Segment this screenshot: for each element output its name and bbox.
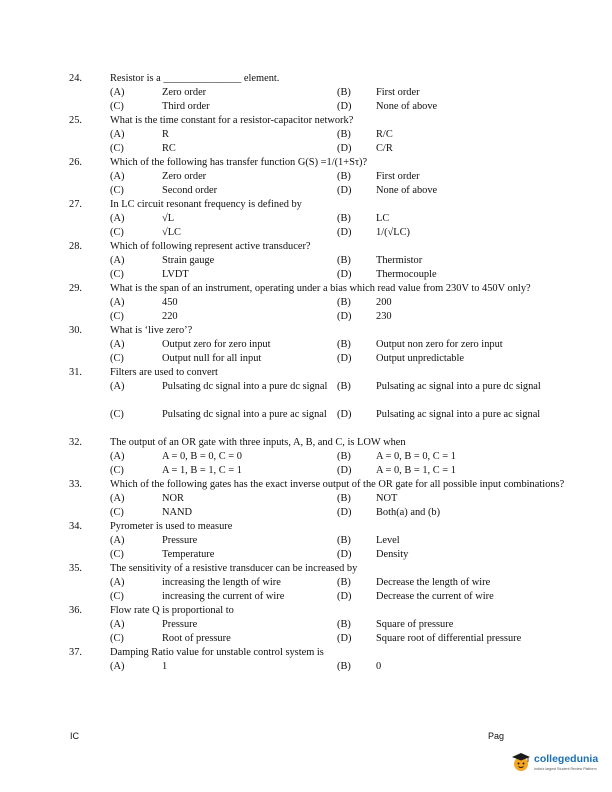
option-row xyxy=(0,408,612,436)
option-label: (C) xyxy=(110,507,124,518)
option-row xyxy=(0,450,612,464)
option-text: Strain gauge xyxy=(162,255,215,266)
option-text: R/C xyxy=(376,129,393,140)
option-label: (D) xyxy=(337,549,352,560)
option-text: √LC xyxy=(162,227,181,238)
option-label: (C) xyxy=(110,465,124,476)
option-text: Root of pressure xyxy=(162,633,231,644)
option-text: Both(a) and (b) xyxy=(376,507,441,518)
option-label: (C) xyxy=(110,269,124,280)
option-text: Pressure xyxy=(162,535,198,546)
question-text: In LC circuit resonant frequency is defined by xyxy=(110,199,302,210)
option-label: (A) xyxy=(110,129,125,140)
option-row xyxy=(0,338,612,352)
option-label: (C) xyxy=(110,311,124,322)
option-label: (A) xyxy=(110,381,125,392)
option-label: (B) xyxy=(337,339,351,350)
option-text: increasing the current of wire xyxy=(162,591,285,602)
option-label: (B) xyxy=(337,297,351,308)
option-row xyxy=(0,618,612,632)
option-row xyxy=(0,534,612,548)
question-number: 27. xyxy=(69,199,82,210)
option-row xyxy=(0,660,612,674)
question-text: What is ‘live zero’? xyxy=(110,325,193,336)
option-row xyxy=(0,310,612,324)
option-row xyxy=(0,100,612,114)
option-label: (B) xyxy=(337,129,351,140)
option-label: (A) xyxy=(110,297,125,308)
option-label: (C) xyxy=(110,143,124,154)
option-text: 0 xyxy=(376,661,382,672)
option-text: Decrease the current of wire xyxy=(376,591,494,602)
option-label: (A) xyxy=(110,339,125,350)
option-row xyxy=(0,464,612,478)
option-text: First order xyxy=(376,87,420,98)
question-block xyxy=(0,366,612,436)
question-block xyxy=(0,478,612,520)
option-label: (A) xyxy=(110,661,125,672)
option-text: A = 1, B = 1, C = 1 xyxy=(162,465,242,476)
question-block xyxy=(0,604,612,646)
option-text: Temperature xyxy=(162,549,215,560)
option-text: Second order xyxy=(162,185,218,196)
option-row xyxy=(0,492,612,506)
option-text: None of above xyxy=(376,185,438,196)
option-text: 220 xyxy=(162,311,178,322)
option-row xyxy=(0,548,612,562)
question-text: What is the time constant for a resistor-capacitor network? xyxy=(110,115,354,126)
option-row xyxy=(0,380,612,408)
option-row xyxy=(0,590,612,604)
option-label: (B) xyxy=(337,213,351,224)
option-label: (D) xyxy=(337,591,352,602)
question-block xyxy=(0,240,612,282)
option-text: √L xyxy=(162,213,175,224)
option-text: LC xyxy=(376,213,390,224)
option-text: NOT xyxy=(376,493,398,504)
option-label: (D) xyxy=(337,409,352,420)
question-text: Which of the following gates has the exact inverse output of the OR gate for all possible input combinations? xyxy=(110,479,565,490)
option-label: (C) xyxy=(110,185,124,196)
option-label: (B) xyxy=(337,451,351,462)
option-label: (A) xyxy=(110,619,125,630)
option-text: LVDT xyxy=(162,269,189,280)
option-label: (C) xyxy=(110,409,124,420)
option-text: C/R xyxy=(376,143,393,154)
question-text: Filters are used to convert xyxy=(110,367,218,378)
question-number: 30. xyxy=(69,325,82,336)
option-row xyxy=(0,226,612,240)
option-row xyxy=(0,184,612,198)
option-text: First order xyxy=(376,171,420,182)
option-text: A = 0, B = 1, C = 1 xyxy=(376,465,456,476)
option-label: (B) xyxy=(337,661,351,672)
option-label: (C) xyxy=(110,591,124,602)
question-block xyxy=(0,72,612,114)
question-block xyxy=(0,198,612,240)
option-label: (D) xyxy=(337,465,352,476)
option-text: Zero order xyxy=(162,171,207,182)
option-text: NAND xyxy=(162,507,193,518)
question-text: Resistor is a _______________ element. xyxy=(110,73,280,84)
option-text: Thermocouple xyxy=(376,269,437,280)
option-text: Pulsating ac signal into a pure ac signal xyxy=(376,409,541,420)
option-text: None of above xyxy=(376,101,438,112)
option-row xyxy=(0,576,612,590)
option-label: (B) xyxy=(337,535,351,546)
question-number: 35. xyxy=(69,563,82,574)
question-block xyxy=(0,324,612,366)
option-label: (A) xyxy=(110,87,125,98)
option-row xyxy=(0,86,612,100)
option-label: (D) xyxy=(337,633,352,644)
option-label: (B) xyxy=(337,619,351,630)
option-text: Output zero for zero input xyxy=(162,339,271,350)
option-text: Output non zero for zero input xyxy=(376,339,503,350)
question-text: Flow rate Q is proportional to xyxy=(110,605,234,616)
footer-subject-code: IC xyxy=(70,731,79,741)
option-label: (D) xyxy=(337,353,352,364)
question-text: The output of an OR gate with three inputs, A, B, and C, is LOW when xyxy=(110,437,406,448)
footer-page-label: Pag xyxy=(488,731,505,741)
question-text: Which of following represent active transducer? xyxy=(110,241,311,252)
question-text: The sensitivity of a resistive transducer can be increased by xyxy=(110,563,358,574)
option-label: (D) xyxy=(337,507,352,518)
option-text: Density xyxy=(376,549,409,560)
question-number: 32. xyxy=(69,437,82,448)
option-label: (B) xyxy=(337,493,351,504)
question-number: 24. xyxy=(69,73,82,84)
question-block xyxy=(0,436,612,478)
option-label: (A) xyxy=(110,171,125,182)
option-text: 230 xyxy=(376,311,392,322)
option-row xyxy=(0,128,612,142)
option-text: Pulsating dc signal into a pure dc signal xyxy=(162,381,328,392)
question-block xyxy=(0,282,612,324)
question-block xyxy=(0,520,612,562)
option-text: NOR xyxy=(162,493,184,504)
watermark-tagline: India's largest Student Review Platform xyxy=(534,767,597,771)
option-label: (A) xyxy=(110,577,125,588)
collegedunia-watermark xyxy=(510,748,610,788)
question-number: 34. xyxy=(69,521,82,532)
question-text: Which of the following has transfer function G(S) =1/(1+Sτ)? xyxy=(110,157,368,168)
option-text: R xyxy=(162,129,169,140)
option-label: (C) xyxy=(110,227,124,238)
option-label: (B) xyxy=(337,87,351,98)
option-text: Output null for all input xyxy=(162,353,262,364)
option-label: (D) xyxy=(337,227,352,238)
option-text: Pulsating dc signal into a pure ac signal xyxy=(162,409,327,420)
option-label: (B) xyxy=(337,381,351,392)
graduation-cap-logo-icon xyxy=(510,751,532,773)
option-text: Decrease the length of wire xyxy=(376,577,491,588)
option-text: Third order xyxy=(162,101,210,112)
option-text: RC xyxy=(162,143,176,154)
option-label: (C) xyxy=(110,353,124,364)
option-row xyxy=(0,506,612,520)
option-row xyxy=(0,212,612,226)
question-block xyxy=(0,562,612,604)
option-text: A = 0, B = 0, C = 0 xyxy=(162,451,242,462)
option-label: (C) xyxy=(110,101,124,112)
question-number: 36. xyxy=(69,605,82,616)
question-text: Pyrometer is used to measure xyxy=(110,521,233,532)
question-text: Damping Ratio value for unstable control system is xyxy=(110,647,324,658)
option-label: (D) xyxy=(337,185,352,196)
option-row xyxy=(0,632,612,646)
option-text: 450 xyxy=(162,297,178,308)
question-number: 33. xyxy=(69,479,82,490)
watermark-brand-name: collegedunia xyxy=(534,753,599,765)
option-text: 200 xyxy=(376,297,392,308)
option-row xyxy=(0,296,612,310)
option-label: (A) xyxy=(110,493,125,504)
option-label: (B) xyxy=(337,255,351,266)
option-text: 1 xyxy=(162,661,168,672)
option-text: Output unpredictable xyxy=(376,353,465,364)
question-number: 37. xyxy=(69,647,82,658)
option-label: (A) xyxy=(110,451,125,462)
option-text: Square root of differential pressure xyxy=(376,633,522,644)
option-text: increasing the length of wire xyxy=(162,577,281,588)
question-number: 31. xyxy=(69,367,82,378)
option-label: (A) xyxy=(110,255,125,266)
option-label: (C) xyxy=(110,549,124,560)
option-text: A = 0, B = 0, C = 1 xyxy=(376,451,456,462)
option-label: (A) xyxy=(110,213,125,224)
option-text: Pressure xyxy=(162,619,198,630)
question-block xyxy=(0,646,612,674)
option-row xyxy=(0,352,612,366)
option-label: (B) xyxy=(337,171,351,182)
option-row xyxy=(0,170,612,184)
question-number: 26. xyxy=(69,157,82,168)
option-row xyxy=(0,142,612,156)
question-number: 25. xyxy=(69,115,82,126)
option-label: (C) xyxy=(110,633,124,644)
question-text: What is the span of an instrument, operating under a bias which read value from 230V to 450V only? xyxy=(110,283,531,294)
question-list xyxy=(0,72,612,674)
option-text: Zero order xyxy=(162,87,207,98)
question-number: 28. xyxy=(69,241,82,252)
option-text: Pulsating ac signal into a pure dc signal xyxy=(376,381,541,392)
option-label: (D) xyxy=(337,143,352,154)
question-number: 29. xyxy=(69,283,82,294)
option-text: Square of pressure xyxy=(376,619,454,630)
option-label: (B) xyxy=(337,577,351,588)
option-row xyxy=(0,268,612,282)
option-label: (D) xyxy=(337,101,352,112)
option-text: Level xyxy=(376,535,400,546)
option-label: (D) xyxy=(337,269,352,280)
option-text: Thermistor xyxy=(376,255,423,266)
option-label: (D) xyxy=(337,311,352,322)
option-label: (A) xyxy=(110,535,125,546)
question-block xyxy=(0,114,612,156)
question-block xyxy=(0,156,612,198)
option-row xyxy=(0,254,612,268)
option-text: 1/(√LC) xyxy=(376,227,410,238)
